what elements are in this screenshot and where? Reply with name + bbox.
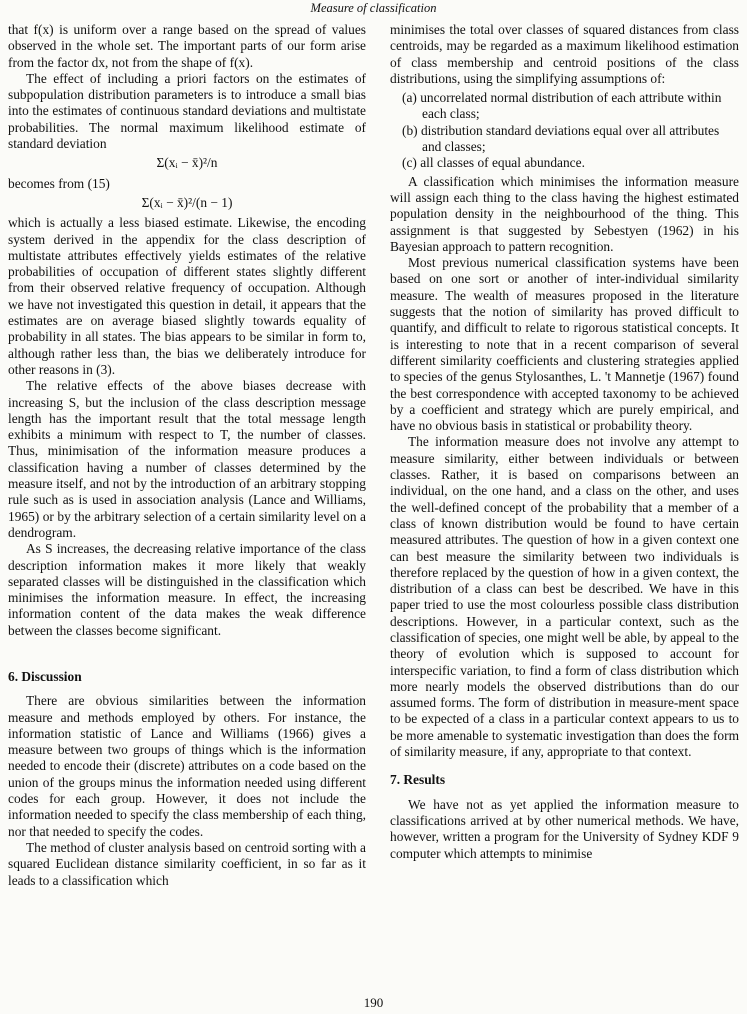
paragraph: The effect of including a priori factors on the estimates of subpopulation distribution parameters is to introduce a small bias into the estimates of continuous standard deviations and multistate probabilities. The normal maximum likelihood estimate of standard deviation xyxy=(8,70,366,152)
paragraph: Most previous numerical classification systems have been based on one sort or another of inter-individual similarity measure. The wealth of measures proposed in the literature suggests that the notion of similarity has proved difficult to quantify, and difficult to relate to rigorous statistical concepts. It is interesting to note that in a recent comparison of several different similarity coefficients and clustering strategies applied to species of the genus Stylosanthes, L. 't Mannetje (1967) found the best correspondence with accepted taxonomy to be achieved by a coefficient and strategy which are purely empirical, and have no obvious basis in statistical or probability theory. xyxy=(390,255,739,434)
equation: Σ(xᵢ − x̄)²/n xyxy=(156,155,218,171)
paragraph: minimises the total over classes of squared distances from class centroids, may be regarded as a maximum likelihood estimation of class membership and centroid positions of the class distributions, using the simplifying assumptions of: xyxy=(390,22,739,86)
left-column xyxy=(8,22,366,889)
paragraph: A classification which minimises the information measure will assign each thing to the class having the highest estimated population density in the neighbourhood of the thing. This assignment is that suggested by Sebestyen (1962) in his Bayesian approach to pattern recognition. xyxy=(390,173,739,254)
page-number: 190 xyxy=(363,995,384,1010)
section-heading-results: 7. Results xyxy=(390,772,446,788)
list-item: (a) uncorrelated normal distribution of each attribute within each class; xyxy=(402,90,722,122)
section-heading-discussion: 6. Discussion xyxy=(8,668,82,684)
paragraph: The information measure does not involve any attempt to measure similarity, either between individuals or between classes. Rather, it is based on comparisons between an individual, on the one hand, and a class on the other, and uses the well-defined concept of the probability that a member of a class of known distribution would be found to have certain measured attributes. The question of how in a given context one can best measure the similarity between two individuals is therefore replaced by the question of how in a given context, the distribution of a class can best be described. We have in this paper tried to use the most colourless possible class distribution descriptions. However, in a particular context, such as the classification of species, one might well be able, by appeal to the theory of evolution which is supposed to account for interspecific variation, to find a form of class distribution which more nearly models the observed distributions than do our assumed forms. The form of distribution in measure-ment space to be expected of a class in a particular context appears to us to be more amenable to systematic investigation than does the form of similarity measure, if any, appropriate to that context. xyxy=(390,434,739,760)
running-header: Measure of classification xyxy=(310,1,437,15)
paragraph: The method of cluster analysis based on centroid sorting with a squared Euclidean distance similarity coefficient, in so far as it leads to a classification which xyxy=(8,839,366,888)
paragraph: As S increases, the decreasing relative importance of the class description information makes it more likely that weakly separated classes will be distinguished in the classification which minimises the information measure. In effect, the increasing information content of the data makes the weak difference between the classes become significant. xyxy=(8,541,366,638)
assumption-list xyxy=(390,90,739,171)
paragraph: The relative effects of the above biases decrease with increasing S, but the inclusion of the class description message length has the important result that the total message length exhibits a minimum with respect to T, the number of classes. Thus, minimisation of the information measure produces a classification having a number of classes determined by the measure itself, and not by the introduction of an arbitrary stopping rule such as is used in association analysis (Lance and Williams, 1965) or by the arbitrary selection of a certain similarity level on a dendrogram. xyxy=(8,378,366,540)
list-item: (c) all classes of equal abundance. xyxy=(402,155,585,171)
paragraph: which is actually a less biased estimate. Likewise, the encoding system derived in the appendix for the class description of multistate attributes effectively yields estimates of the relative probabilities of occupation of different states slightly different from their observed relative frequency of occupation. Although we have not investigated this question in detail, it appears that the estimates are on average biased slightly towards equality of probability in all states. The bias appears to be similar in form to, although rather less than, the bias we deliberately introduce for other reasons in (3). xyxy=(8,215,366,377)
list-item: (b) distribution standard deviations equal over all attributes and classes; xyxy=(402,122,720,155)
right-column xyxy=(390,22,739,862)
paragraph: There are obvious similarities between the information measure and methods employed by others. For instance, the information statistic of Lance and Williams (1966) gives a measure between two groups of things which is the information needed to encode their (discrete) attributes on a code based on the union of the groups minus the information needed using different codes for each group. However, it does not include the information needed to specify the class membership of each thing, nor that needed to specify the codes. xyxy=(8,693,366,839)
paragraph: that f(x) is uniform over a range based on the spread of values observed in the whole set. The important parts of our form arise from the factor dx, not from the shape of f(x). xyxy=(8,22,366,70)
equation: Σ(xᵢ − x̄)²/(n − 1) xyxy=(141,194,233,210)
paragraph: We have not as yet applied the information measure to classifications arrived at by other numerical methods. We have, however, written a program for the University of Sydney KDF 9 computer which attempts to minimise xyxy=(390,796,739,861)
paragraph: becomes from (15) xyxy=(8,175,110,191)
